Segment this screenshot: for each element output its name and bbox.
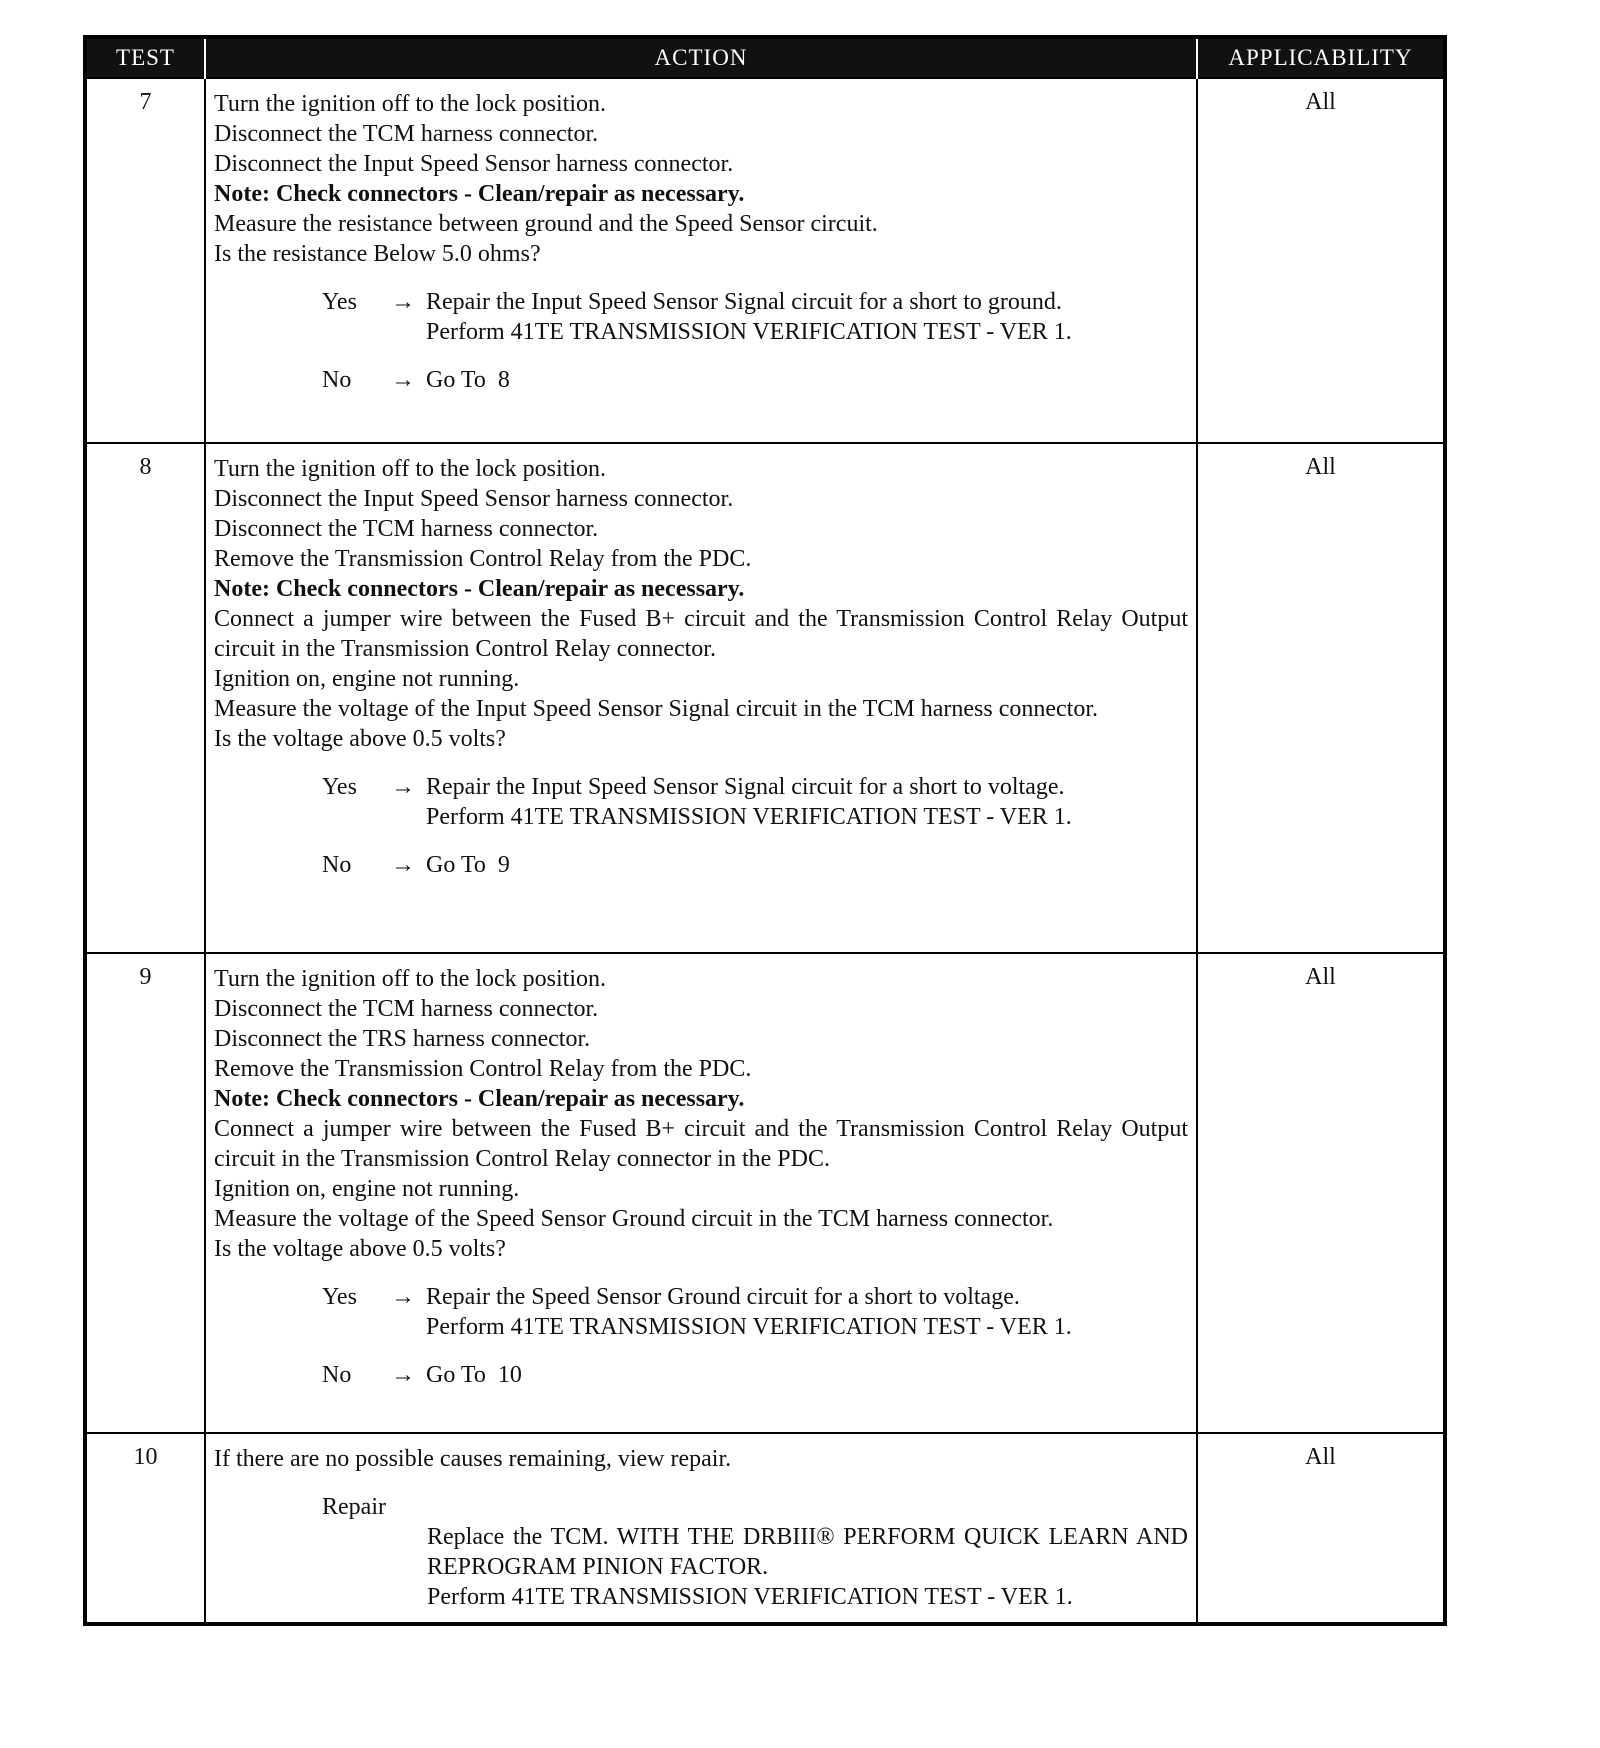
action-cell bbox=[205, 443, 1197, 953]
table-row bbox=[85, 953, 1445, 1433]
action-step: Ignition on, engine not running. bbox=[214, 666, 520, 692]
table-header-row bbox=[85, 37, 1445, 78]
yes-perform: Perform 41TE TRANSMISSION VERIFICATION TEST - VER 1. bbox=[426, 319, 1072, 345]
action-step: If there are no possible causes remaining, view repair. bbox=[214, 1446, 732, 1472]
arrow-icon: → bbox=[391, 289, 415, 315]
arrow-icon: → bbox=[391, 1362, 415, 1388]
action-step: Turn the ignition off to the lock position. bbox=[214, 91, 607, 117]
arrow-icon: → bbox=[391, 774, 415, 800]
table-row bbox=[85, 78, 1445, 443]
action-cell bbox=[205, 953, 1197, 1433]
repair-action: Replace the TCM. WITH THE DRBIII® PERFORM QUICK LEARN AND REPROGRAM PINION FACTOR. bbox=[427, 1524, 1188, 1580]
no-action: Go To 10 bbox=[426, 1362, 522, 1388]
no-outcome bbox=[214, 850, 1188, 880]
test-number: 7 bbox=[85, 78, 205, 443]
yes-action: Repair the Input Speed Sensor Signal circuit for a short to voltage. bbox=[426, 774, 1065, 800]
action-cell bbox=[205, 1433, 1197, 1624]
table-row bbox=[85, 1433, 1445, 1624]
action-step: Turn the ignition off to the lock position. bbox=[214, 966, 607, 992]
no-outcome bbox=[214, 1360, 1188, 1390]
applicability-value: All bbox=[1197, 953, 1445, 1433]
yes-label: Yes bbox=[322, 1284, 357, 1310]
repair-perform: Perform 41TE TRANSMISSION VERIFICATION TEST - VER 1. bbox=[427, 1584, 1073, 1610]
action-step: Connect a jumper wire between the Fused B+ circuit and the Transmission Control Relay Output circuit in the Transmission Control Relay connector in the PDC. bbox=[214, 1116, 1188, 1172]
yes-perform: Perform 41TE TRANSMISSION VERIFICATION TEST - VER 1. bbox=[426, 804, 1072, 830]
action-question: Is the voltage above 0.5 volts? bbox=[214, 726, 506, 752]
header-test: TEST bbox=[85, 37, 205, 78]
action-step: Measure the voltage of the Input Speed Sensor Signal circuit in the TCM harness connector. bbox=[214, 696, 1099, 722]
no-action: Go To 8 bbox=[426, 367, 510, 393]
no-label: No bbox=[322, 367, 352, 393]
action-step: Measure the voltage of the Speed Sensor Ground circuit in the TCM harness connector. bbox=[214, 1206, 1054, 1232]
yes-action: Repair the Speed Sensor Ground circuit for a short to voltage. bbox=[426, 1284, 1020, 1310]
action-step: Remove the Transmission Control Relay from the PDC. bbox=[214, 1056, 752, 1082]
no-label: No bbox=[322, 1362, 352, 1388]
yes-outcome bbox=[214, 287, 1188, 347]
action-step: Connect a jumper wire between the Fused B+ circuit and the Transmission Control Relay Output circuit in the Transmission Control Relay connector. bbox=[214, 606, 1188, 662]
yes-outcome bbox=[214, 1282, 1188, 1342]
action-question: Is the resistance Below 5.0 ohms? bbox=[214, 241, 541, 267]
action-note: Note: Check connectors - Clean/repair as necessary. bbox=[214, 181, 745, 207]
yes-label: Yes bbox=[322, 289, 357, 315]
diagnostic-test-table bbox=[83, 35, 1447, 1626]
no-outcome bbox=[214, 365, 1188, 395]
action-step: Turn the ignition off to the lock position. bbox=[214, 456, 607, 482]
action-note: Note: Check connectors - Clean/repair as necessary. bbox=[214, 576, 745, 602]
yes-label: Yes bbox=[322, 774, 357, 800]
table-row bbox=[85, 443, 1445, 953]
header-action: ACTION bbox=[205, 37, 1197, 78]
yes-perform: Perform 41TE TRANSMISSION VERIFICATION TEST - VER 1. bbox=[426, 1314, 1072, 1340]
action-step: Disconnect the TCM harness connector. bbox=[214, 516, 599, 542]
action-step: Remove the Transmission Control Relay from the PDC. bbox=[214, 546, 752, 572]
applicability-value: All bbox=[1197, 78, 1445, 443]
applicability-value: All bbox=[1197, 443, 1445, 953]
action-note: Note: Check connectors - Clean/repair as necessary. bbox=[214, 1086, 745, 1112]
action-question: Is the voltage above 0.5 volts? bbox=[214, 1236, 506, 1262]
test-number: 8 bbox=[85, 443, 205, 953]
no-label: No bbox=[322, 852, 352, 878]
action-step: Disconnect the TRS harness connector. bbox=[214, 1026, 591, 1052]
action-step: Measure the resistance between ground and the Speed Sensor circuit. bbox=[214, 211, 878, 237]
test-number: 9 bbox=[85, 953, 205, 1433]
test-number: 10 bbox=[85, 1433, 205, 1624]
arrow-icon: → bbox=[391, 367, 415, 393]
applicability-value: All bbox=[1197, 1433, 1445, 1624]
yes-action: Repair the Input Speed Sensor Signal circuit for a short to ground. bbox=[426, 289, 1062, 315]
action-step: Disconnect the Input Speed Sensor harness connector. bbox=[214, 151, 734, 177]
action-step: Disconnect the TCM harness connector. bbox=[214, 996, 599, 1022]
arrow-icon: → bbox=[391, 1284, 415, 1310]
yes-outcome bbox=[214, 772, 1188, 832]
action-cell bbox=[205, 78, 1197, 443]
action-step: Disconnect the TCM harness connector. bbox=[214, 121, 599, 147]
no-action: Go To 9 bbox=[426, 852, 510, 878]
action-step: Ignition on, engine not running. bbox=[214, 1176, 520, 1202]
repair-label: Repair bbox=[322, 1494, 386, 1520]
arrow-icon: → bbox=[391, 852, 415, 878]
action-step: Disconnect the Input Speed Sensor harness connector. bbox=[214, 486, 734, 512]
header-applicability: APPLICABILITY bbox=[1197, 37, 1445, 78]
